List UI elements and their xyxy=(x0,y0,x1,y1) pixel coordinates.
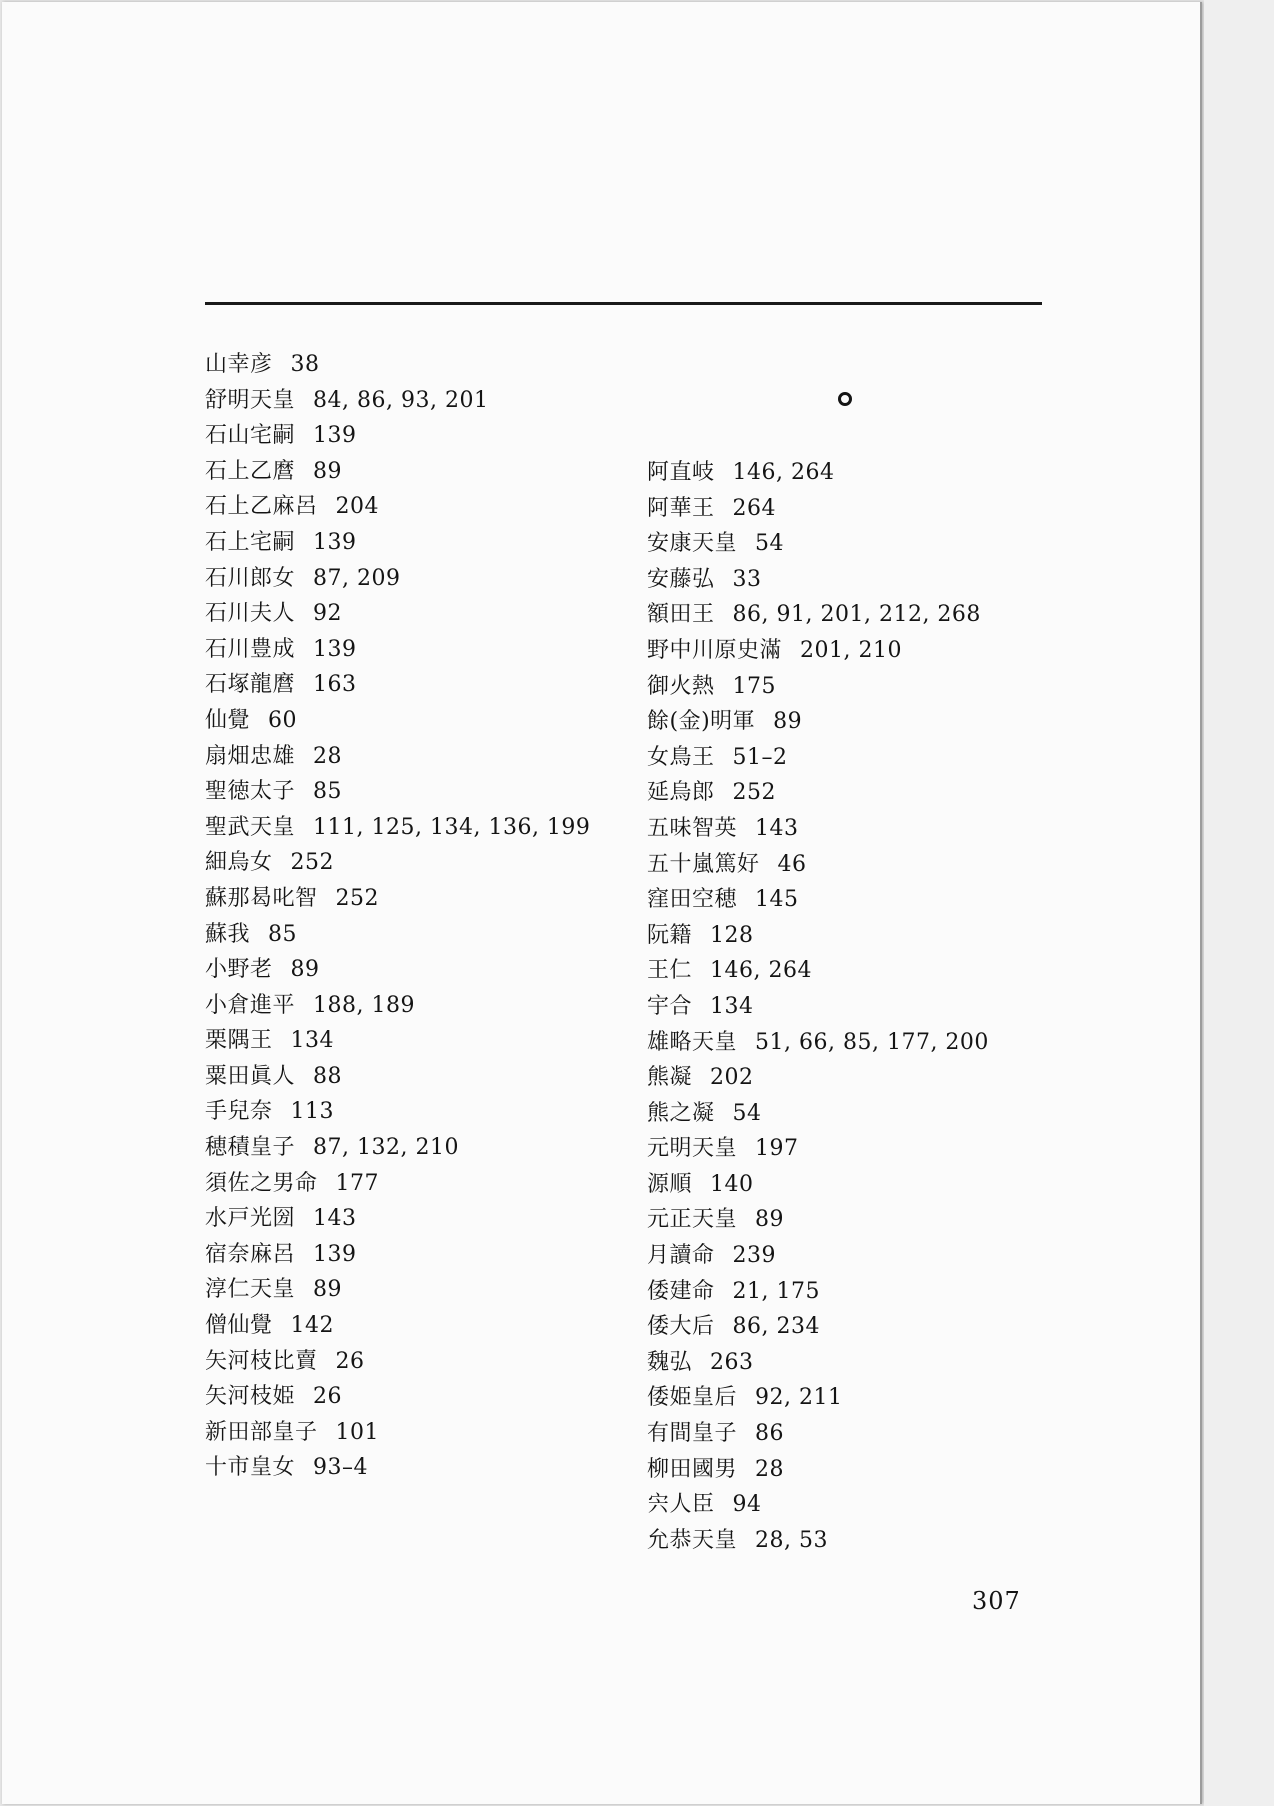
index-entry xyxy=(205,1094,625,1130)
entry-name: 蘇那曷叱智 xyxy=(205,885,318,911)
entry-pages: 46 xyxy=(777,851,807,877)
entry-pages: 252 xyxy=(335,885,380,911)
entry-pages: 146, 264 xyxy=(732,460,835,485)
entry-pages: 252 xyxy=(732,780,777,806)
entry-pages: 202 xyxy=(710,1065,754,1091)
index-entry xyxy=(205,1166,625,1202)
entry-pages: 143 xyxy=(755,815,799,841)
index-entry xyxy=(647,953,1067,989)
entry-name: 聖武天皇 xyxy=(205,814,296,840)
entry-pages: 28 xyxy=(755,1456,785,1482)
index-entry xyxy=(647,1487,1067,1523)
entry-name: 阿華王 xyxy=(647,495,715,521)
entry-name: 仙覺 xyxy=(205,707,251,733)
entry-name: 御火熱 xyxy=(647,673,715,699)
entry-name: 女鳥王 xyxy=(647,744,715,770)
entry-name: 熊之凝 xyxy=(647,1100,715,1126)
entry-pages: 33 xyxy=(732,566,762,592)
index-entry xyxy=(647,1202,1067,1238)
entry-pages: 38 xyxy=(290,352,320,377)
book-page xyxy=(2,2,1202,1804)
entry-name: 石上乙麻呂 xyxy=(205,494,318,520)
entry-pages: 163 xyxy=(313,672,357,698)
entry-name: 允恭天皇 xyxy=(647,1527,738,1553)
index-entry xyxy=(205,881,625,917)
index-entry xyxy=(647,1523,1067,1559)
entry-name: 石川夫人 xyxy=(205,601,296,627)
entry-name: 僧仙覺 xyxy=(205,1313,273,1339)
entry-pages: 143 xyxy=(313,1206,357,1232)
entry-pages: 139 xyxy=(313,1241,357,1267)
entry-pages: 201, 210 xyxy=(800,637,902,663)
entry-pages: 113 xyxy=(290,1099,335,1125)
index-column-right xyxy=(647,455,1067,1558)
entry-pages: 54 xyxy=(755,531,785,557)
entry-pages: 28 xyxy=(313,743,343,769)
entry-name: 水戸光圀 xyxy=(205,1206,296,1232)
index-entry xyxy=(647,562,1067,598)
index-entry xyxy=(647,918,1067,954)
entry-pages: 87, 132, 210 xyxy=(313,1135,459,1161)
entry-name: 餘(金)明軍 xyxy=(647,709,756,735)
index-entry xyxy=(647,1167,1067,1203)
index-entry xyxy=(647,455,1067,491)
entry-name: 魏弘 xyxy=(647,1349,693,1375)
entry-name: 五十嵐篤好 xyxy=(647,851,760,877)
entry-pages: 89 xyxy=(290,957,320,983)
entry-name: 蘇我 xyxy=(205,921,251,947)
entry-name: 宿奈麻呂 xyxy=(205,1241,296,1267)
entry-name: 淳仁天皇 xyxy=(205,1277,296,1303)
index-entry xyxy=(647,1060,1067,1096)
entry-name: 矢河枝姫 xyxy=(205,1384,296,1410)
entry-pages: 101 xyxy=(335,1419,380,1445)
entry-pages: 139 xyxy=(313,529,357,555)
entry-pages: 146, 264 xyxy=(710,958,812,984)
entry-name: 阮籍 xyxy=(647,922,693,948)
index-entry xyxy=(647,597,1067,633)
entry-pages: 21, 175 xyxy=(732,1278,820,1304)
index-entry xyxy=(647,811,1067,847)
entry-pages: 54 xyxy=(732,1100,762,1126)
entry-pages: 139 xyxy=(313,636,357,662)
entry-pages: 239 xyxy=(732,1243,777,1269)
entry-name: 有間皇子 xyxy=(647,1421,738,1447)
index-entry xyxy=(205,952,625,988)
entry-name: 窪田空穂 xyxy=(647,887,738,913)
entry-pages: 252 xyxy=(290,850,335,876)
index-entry xyxy=(205,1023,625,1059)
entry-pages: 51–2 xyxy=(732,744,788,770)
entry-pages: 51, 66, 85, 177, 200 xyxy=(755,1029,989,1055)
header-rule xyxy=(205,302,1042,305)
viewer-scrollbar-area xyxy=(1204,0,1274,1806)
entry-pages: 188, 189 xyxy=(313,992,415,1018)
entry-pages: 89 xyxy=(755,1207,785,1233)
index-entry xyxy=(205,454,625,490)
index-entry xyxy=(205,525,625,561)
entry-name: 石山宅嗣 xyxy=(205,423,296,449)
index-entry xyxy=(647,526,1067,562)
entry-pages: 92, 211 xyxy=(755,1385,843,1411)
index-entry xyxy=(647,989,1067,1025)
index-entry xyxy=(205,1130,625,1166)
entry-pages: 86, 91, 201, 212, 268 xyxy=(732,602,981,628)
entry-pages: 85 xyxy=(313,779,343,805)
index-column-left xyxy=(205,347,625,1486)
index-entry xyxy=(205,739,625,775)
entry-name: 十市皇女 xyxy=(205,1455,296,1481)
entry-pages: 145 xyxy=(755,887,799,913)
index-entry xyxy=(647,1238,1067,1274)
entry-name: 倭建命 xyxy=(647,1278,715,1304)
entry-pages: 86, 234 xyxy=(732,1314,820,1340)
index-entry xyxy=(647,1274,1067,1310)
entry-pages: 26 xyxy=(313,1384,343,1410)
index-entry xyxy=(205,703,625,739)
entry-name: 源順 xyxy=(647,1171,693,1197)
entry-pages: 89 xyxy=(313,1277,343,1303)
index-entry xyxy=(647,847,1067,883)
entry-name: 手兒奈 xyxy=(205,1099,273,1125)
entry-pages: 26 xyxy=(335,1348,365,1374)
entry-name: 石上乙麿 xyxy=(205,458,296,484)
entry-pages: 177 xyxy=(335,1170,380,1196)
index-entry xyxy=(205,561,625,597)
entry-name: 月讀命 xyxy=(647,1243,715,1269)
index-entry xyxy=(205,774,625,810)
entry-name: 柳田國男 xyxy=(647,1456,738,1482)
index-entry xyxy=(647,1416,1067,1452)
entry-pages: 89 xyxy=(313,458,343,484)
index-entry xyxy=(205,917,625,953)
page-number: 307 xyxy=(972,1587,1021,1615)
index-entry xyxy=(205,1308,625,1344)
index-entry xyxy=(647,669,1067,705)
entry-pages: 139 xyxy=(313,423,357,449)
entry-name: 王仁 xyxy=(647,958,693,984)
entry-name: 倭姫皇后 xyxy=(647,1385,738,1411)
index-entry xyxy=(205,418,625,454)
index-entry xyxy=(647,633,1067,669)
entry-pages: 134 xyxy=(710,993,754,1019)
index-entry xyxy=(205,1379,625,1415)
entry-name: 細烏女 xyxy=(205,850,273,876)
entry-name: 雄略天皇 xyxy=(647,1029,738,1055)
entry-name: 石塚龍麿 xyxy=(205,672,296,698)
index-entry xyxy=(647,704,1067,740)
entry-name: 舒明天皇 xyxy=(205,387,296,413)
index-entry xyxy=(647,1025,1067,1061)
entry-name: 元正天皇 xyxy=(647,1207,738,1233)
index-entry xyxy=(647,1452,1067,1488)
entry-name: 聖徳太子 xyxy=(205,779,296,805)
entry-name: 石川郎女 xyxy=(205,565,296,591)
entry-name: 石川豊成 xyxy=(205,636,296,662)
entry-pages: 85 xyxy=(268,921,298,947)
index-entry xyxy=(205,383,625,419)
entry-pages: 111, 125, 134, 136, 199 xyxy=(313,814,591,840)
entry-pages: 94 xyxy=(732,1492,762,1518)
index-entry xyxy=(647,1309,1067,1345)
entry-pages: 87, 209 xyxy=(313,565,401,591)
index-entry xyxy=(205,489,625,525)
entry-name: 穂積皇子 xyxy=(205,1135,296,1161)
index-entry xyxy=(647,1380,1067,1416)
index-entry xyxy=(205,1415,625,1451)
entry-pages: 264 xyxy=(732,495,777,521)
entry-name: 倭大后 xyxy=(647,1314,715,1340)
entry-name: 栗隅王 xyxy=(205,1028,273,1054)
entry-name: 宇合 xyxy=(647,993,693,1019)
entry-pages: 89 xyxy=(773,709,803,735)
entry-name: 額田王 xyxy=(647,602,715,628)
index-entry xyxy=(205,667,625,703)
index-entry xyxy=(205,1237,625,1273)
index-entry xyxy=(205,1272,625,1308)
entry-name: 石上宅嗣 xyxy=(205,529,296,555)
entry-pages: 175 xyxy=(732,673,777,699)
entry-name: 安藤弘 xyxy=(647,566,715,592)
index-entry xyxy=(205,1059,625,1095)
entry-pages: 28, 53 xyxy=(755,1527,828,1553)
entry-name: 小野老 xyxy=(205,957,273,983)
entry-pages: 197 xyxy=(755,1136,799,1162)
index-entry xyxy=(205,632,625,668)
section-circle-icon xyxy=(838,392,852,406)
index-entry xyxy=(205,347,625,383)
entry-pages: 60 xyxy=(268,707,298,733)
entry-pages: 84, 86, 93, 201 xyxy=(313,387,489,413)
entry-name: 阿直岐 xyxy=(647,460,715,485)
entry-name: 新田部皇子 xyxy=(205,1419,318,1445)
index-entry xyxy=(205,1201,625,1237)
entry-name: 延烏郎 xyxy=(647,780,715,806)
entry-pages: 128 xyxy=(710,922,754,948)
index-entry xyxy=(647,882,1067,918)
entry-name: 小倉進平 xyxy=(205,992,296,1018)
index-entry xyxy=(205,1450,625,1486)
index-entry xyxy=(205,596,625,632)
entry-name: 安康天皇 xyxy=(647,531,738,557)
index-entry xyxy=(647,1096,1067,1132)
index-entry xyxy=(647,775,1067,811)
entry-name: 扇畑忠雄 xyxy=(205,743,296,769)
entry-pages: 134 xyxy=(290,1028,335,1054)
entry-pages: 92 xyxy=(313,601,343,627)
entry-pages: 86 xyxy=(755,1421,785,1447)
index-entry xyxy=(647,1345,1067,1381)
entry-name: 粟田眞人 xyxy=(205,1063,296,1089)
entry-name: 須佐之男命 xyxy=(205,1170,318,1196)
entry-pages: 204 xyxy=(335,494,380,520)
index-entry xyxy=(647,491,1067,527)
entry-name: 宍人臣 xyxy=(647,1492,715,1518)
entry-name: 五味智英 xyxy=(647,815,738,841)
index-entry xyxy=(647,1131,1067,1167)
entry-name: 矢河枝比賣 xyxy=(205,1348,318,1374)
entry-pages: 88 xyxy=(313,1063,343,1089)
entry-name: 元明天皇 xyxy=(647,1136,738,1162)
entry-name: 山幸彦 xyxy=(205,352,273,377)
entry-name: 野中川原史滿 xyxy=(647,637,783,663)
index-entry xyxy=(205,810,625,846)
index-entry xyxy=(205,845,625,881)
index-entry xyxy=(205,1344,625,1380)
entry-name: 熊凝 xyxy=(647,1065,693,1091)
entry-pages: 140 xyxy=(710,1171,754,1197)
index-entry xyxy=(205,988,625,1024)
entry-pages: 142 xyxy=(290,1313,335,1339)
entry-pages: 93–4 xyxy=(313,1455,369,1481)
entry-pages: 263 xyxy=(710,1349,754,1375)
index-entry xyxy=(647,740,1067,776)
